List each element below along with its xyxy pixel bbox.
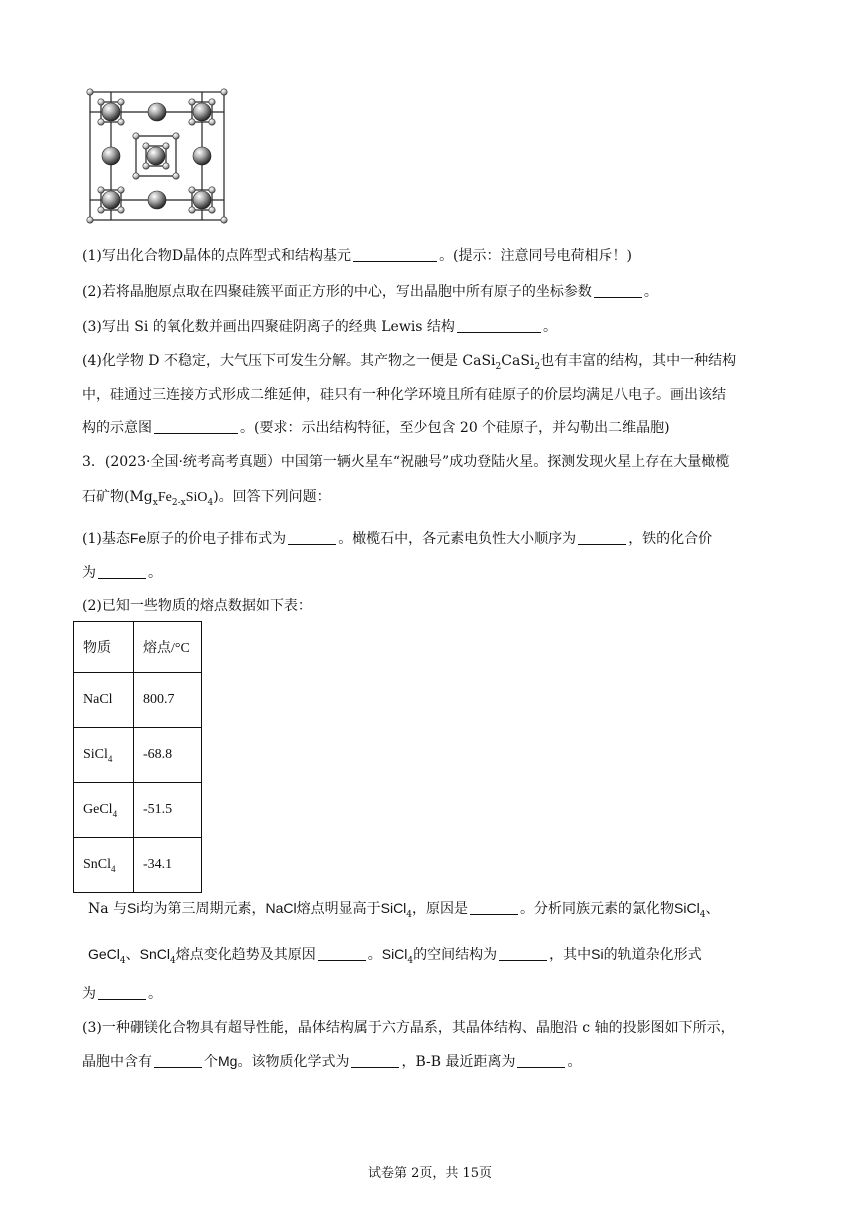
melting-point-cell: -51.5: [134, 783, 202, 838]
q2-part3: (3)写出 Si 的氧化数并画出四聚硅阴离子的经典 Lewis 结构 。: [82, 319, 557, 335]
melting-point-cell: -68.8: [134, 728, 202, 783]
substance-cell: NaCl: [74, 673, 134, 728]
page-footer: 试卷第 2页，共 15页: [367, 1166, 493, 1181]
table-row: [74, 728, 202, 783]
q3-heading: 3．(2023·全国·统考高考真题）中国第一辆火星车“祝融号”成功登陆火星。探测发现火星上存在大量橄榄: [82, 454, 730, 470]
q3-heading-line2: 石矿物$(Mg_xFe_{2-x}SiO_4)$。回答下列问题：: [82, 489, 331, 508]
melting-point-cell: -34.1: [134, 838, 202, 893]
q3-part2-line2: GeCl$_4$、SnCl$_4$熔点变化趋势及其原因 。SiCl$_4$的空间结构为 ，其中Si的轨道杂化形式: [88, 946, 702, 966]
table-row: [74, 783, 202, 838]
answer-blank[interactable]: [499, 946, 547, 961]
melting-point-cell: 800.7: [134, 673, 202, 728]
q2-part4-line2: 中，硅通过三连接方式形成二维延伸，硅只有一种化学环境且所有硅原子的价层均满足八电子。画出该结: [82, 387, 726, 403]
answer-blank[interactable]: [98, 564, 146, 579]
answer-blank[interactable]: [288, 530, 336, 545]
q3-part1: (1)基态Fe原子的价电子排布式为 。橄榄石中，各元素电负性大小顺序为 ，铁的化合价: [82, 530, 713, 547]
q3-part2: (2)已知一些物质的熔点数据如下表：: [82, 598, 312, 614]
q2-part2: (2)若将晶胞原点取在四聚硅簇平面正方形的中心，写出晶胞中所有原子的坐标参数 。: [82, 284, 658, 300]
q2-part4-line1: (4)化学物 D 不稳定，大气压下可发生分解。其产物之一便是 CaSi$_2$CaSi$_2$也有丰富的结构，其中一种结构: [82, 353, 737, 372]
q3-part2-line3: 为 。: [82, 986, 162, 1002]
substance-cell: GeCl$_4$: [74, 783, 134, 838]
crystal-structure-figure: [84, 88, 234, 230]
answer-blank[interactable]: [351, 1053, 399, 1068]
answer-blank[interactable]: [470, 900, 518, 915]
answer-blank[interactable]: [154, 419, 238, 434]
answer-blank[interactable]: [457, 318, 541, 333]
q3-part1-line2: 为 。: [82, 565, 162, 581]
answer-blank[interactable]: [98, 985, 146, 1000]
table-row: [74, 673, 202, 728]
q3-part3-line1: (3)一种硼镁化合物具有超导性能，晶体结构属于六方晶系，其晶体结构、晶胞沿 c 轴的投影图如下所示，: [82, 1020, 735, 1036]
table-header-row: [74, 622, 202, 673]
substance-cell: SnCl$_4$: [74, 838, 134, 893]
melting-point-table: [73, 621, 202, 893]
q2-part1: (1)写出化合物D晶体的点阵型式和结构基元 。(提示：注意同号电荷相斥！): [82, 248, 632, 264]
answer-blank[interactable]: [517, 1053, 565, 1068]
table-header-cell: 熔点/°C: [134, 622, 202, 673]
q2-part4-line3: 构的示意图 。(要求：示出结构特征，至少包含 20 个硅原子，并勾勒出二维晶胞): [82, 420, 670, 436]
q3-part2-line1: Na 与Si均为第三周期元素，NaCl熔点明显高于SiCl$_4$，原因是 。分析同族元素的氯化物SiCl$_4$、: [88, 900, 720, 920]
table-header-cell: 物质: [74, 622, 134, 673]
answer-blank[interactable]: [594, 283, 642, 298]
table-row: [74, 838, 202, 893]
substance-cell: SiCl$_4$: [74, 728, 134, 783]
answer-blank[interactable]: [154, 1053, 202, 1068]
answer-blank[interactable]: [353, 247, 437, 262]
q3-part3-line2: 晶胞中含有 个Mg。该物质化学式为 ，B-B 最近距离为 。: [82, 1053, 582, 1070]
answer-blank[interactable]: [578, 530, 626, 545]
answer-blank[interactable]: [318, 946, 366, 961]
